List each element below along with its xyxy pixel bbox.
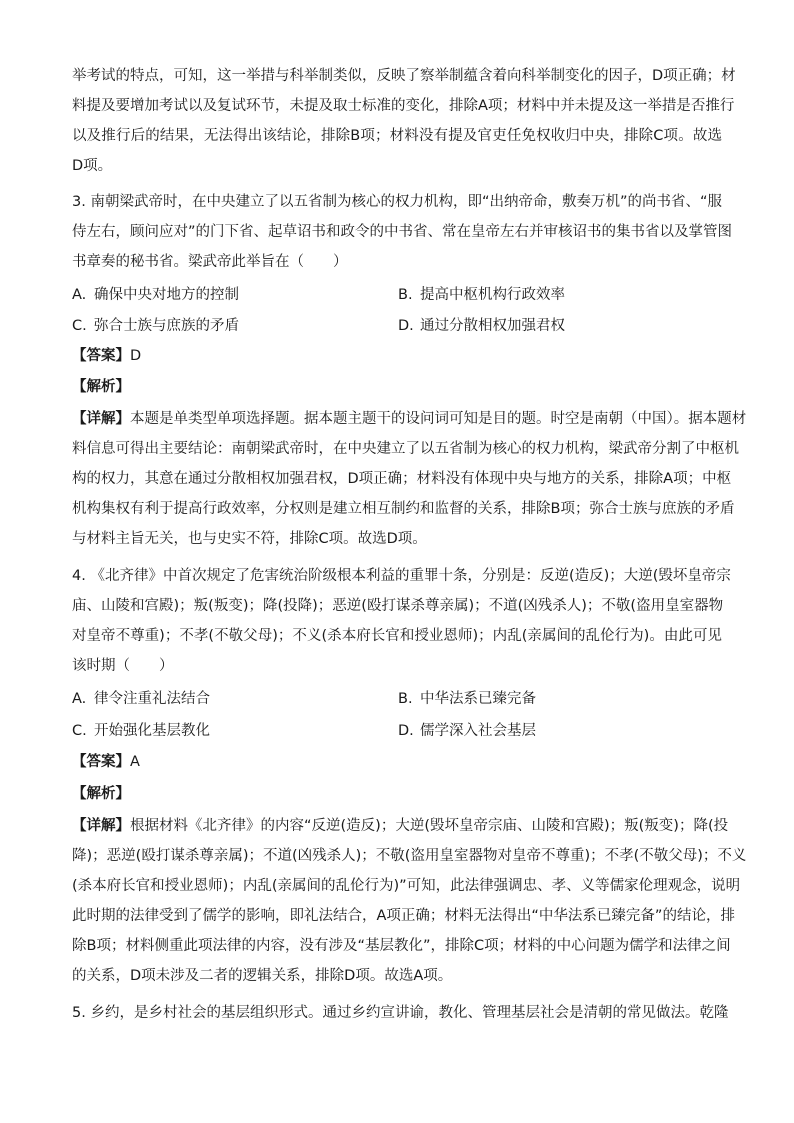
q3-detail-line: 与材料主旨无关，也与史实不符，排除C项。故选D项。 — [72, 531, 427, 547]
q4-answer — [72, 752, 140, 772]
q3-stem-line: 侍左右，顾问应对”的门下省、起草诏书和政令的中书省、常在皇帝左右并审核诏书的集书省以及掌管图 — [72, 224, 733, 240]
q2-analysis-line: 举考试的特点，可知，这一举措与科举制类似，反映了察举制蕴含着向科举制变化的因子，D项正确；材 — [72, 68, 736, 84]
q3-option-d: D. 通过分散相权加强君权 — [398, 318, 565, 334]
q5-stem-line: 5. 乡约，是乡村社会的基层组织形式。通过乡约宣讲谕，教化、管理基层社会是清朝的常见做法。乾隆 — [72, 1005, 729, 1021]
q4-option-b: B. 中华法系已臻完备 — [398, 691, 536, 707]
q4-stem-line: 对皇帝不尊重)；不孝(不敬父母)；不义(杀本府长官和授业恩师)；内乱(亲属间的乱伦行为)。由此可见 — [72, 628, 722, 644]
q4-option-a: A. 律令注重礼法结合 — [72, 691, 210, 707]
q3-detail-line: 构的权力，其意在通过分散相权加强君权，D项正确；材料没有体现中央与地方的关系，排除A项；中枢 — [72, 471, 732, 487]
q4-stem-line: 该时期（ ） — [72, 658, 174, 674]
q4-detail-line: 降)；恶逆(殴打谋杀尊亲属)；不道(凶残杀人)；不敬(盗用皇室器物对皇帝不尊重)；不孝(不敬父母)；不义 — [72, 848, 747, 864]
q4-option-c: C. 开始强化基层教化 — [72, 723, 210, 739]
q4-analysis-heading: 【解析】 — [72, 786, 130, 802]
q3-detail-line: 机构集权有利于提高行政效率，分权则是建立相互制约和监督的关系，排除B项；弥合士族与庶族的矛盾 — [72, 501, 735, 517]
q2-analysis-line: 料提及要增加考试以及复试环节，未提及取士标准的变化，排除A项；材料中并未提及这一举措是否推行 — [72, 98, 735, 114]
q4-stem-line: 庙、山陵和宫殿)；叛(叛变)；降(投降)；恶逆(殴打谋杀尊亲属)；不道(凶残杀人)；不敬(盗用皇室器物 — [72, 598, 724, 614]
q3-detail-line: 料信息可得出主要结论：南朝梁武帝时，在中央建立了以五省制为核心的权力机构，梁武帝分割了中枢机 — [72, 441, 739, 457]
q3-analysis-heading: 【解析】 — [72, 379, 130, 395]
q4-stem-line: 4. 《北齐律》中首次规定了危害统治阶级根本利益的重罪十条，分别是：反逆(造反)；大逆(毁坏皇帝宗 — [72, 568, 731, 584]
answer-label: 【答案】 — [72, 348, 130, 364]
q4-option-d: D. 儒学深入社会基层 — [398, 723, 536, 739]
q3-option-c: C. 弥合士族与庶族的矛盾 — [72, 318, 239, 334]
answer-value: D — [130, 348, 142, 364]
q3-stem-line: 书章奏的秘书省。梁武帝此举旨在（ ） — [72, 254, 348, 270]
q4-detail-line: 除B项；材料侧重此项法律的内容，没有涉及“基层教化”，排除C项；材料的中心问题为儒学和法律之间 — [72, 938, 731, 954]
q3-option-b: B. 提高中枢机构行政效率 — [398, 287, 565, 303]
answer-value: A — [130, 754, 140, 770]
q4-detail-line: 【详解】根据材料《北齐律》的内容“反逆(造反)；大逆(毁坏皇帝宗庙、山陵和宫殿)；叛(叛变)；降(投 — [72, 818, 729, 834]
q4-detail-line: 的关系，D项未涉及二者的逻辑关系，排除D项。故选A项。 — [72, 968, 453, 984]
q3-answer — [72, 346, 141, 366]
q2-analysis-line: D项。 — [72, 158, 113, 174]
answer-label: 【答案】 — [72, 754, 130, 770]
q2-analysis-line: 以及推行后的结果，无法得出该结论，排除B项；材料没有提及官吏任免权收归中央，排除C项。故选 — [72, 128, 722, 144]
q4-detail-line: (杀本府长官和授业恩师)；内乱(亲属间的乱伦行为)”可知，此法律强调忠、孝、义等儒家伦理观念，说明 — [72, 878, 741, 894]
q3-detail-line: 【详解】本题是单类型单项选择题。据本题主题干的设问词可知是目的题。时空是南朝（中国）。据本题材 — [72, 411, 747, 427]
q4-detail-line: 此时期的法律受到了儒学的影响，即礼法结合，A项正确；材料无法得出“中华法系已臻完备”的结论，排 — [72, 908, 735, 924]
q3-stem-line: 3. 南朝梁武帝时，在中央建立了以五省制为核心的权力机构，即“出纳帝命，敷奏万机”的尚书省、“服 — [72, 194, 722, 210]
q3-option-a: A. 确保中央对地方的控制 — [72, 287, 239, 303]
